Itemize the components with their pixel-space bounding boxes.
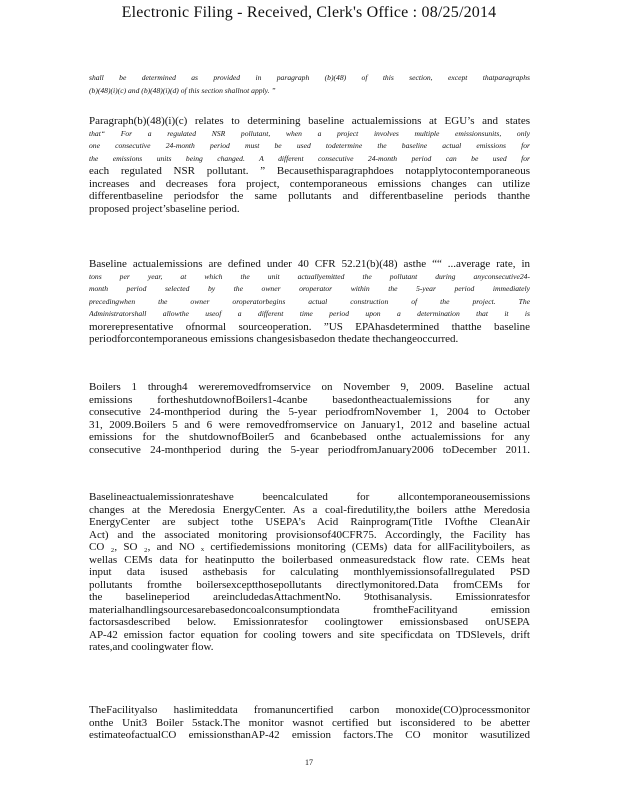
text-line: precedingwhen the owner oroperatorbegins actual construction of the project. The [89,296,530,306]
text-line: changes at the Meredosia EnergyCenter. As a coal-firedutility,the boilers atthe Meredosia [89,503,530,516]
paragraph-baseline-rule [89,115,530,215]
text-line: Baseline actualemissions are defined under 40 CFR 52.21(b)(48) asthe ““ ...average rate, in [89,258,530,270]
text-line: Administratorshall allowthe useof a different time period upon a determination that it is [89,309,530,318]
text-line: shall be determined as provided in paragraph (b)(48) of this section, except thatparagraphs [89,73,530,82]
text-line: (b)(48)(i)(c) and (b)(48)(i)(d) of this section shallnot apply. ” [89,85,276,95]
page-number: 17 [305,758,313,767]
text-line: increases and decreases fora project, contemporaneous emissions changes can utilize [89,177,530,190]
text-line: consecutive 24-monthperiod during the 5-year periodfromNovember 1, 2004 to October [89,406,530,418]
paragraph-emission-rates [89,491,530,654]
text-line: Boilers 1 through4 wereremovedfromservice on November 9, 2009. Baseline actual [89,381,530,393]
text-line: periodforcontemporaneous emissions changesisbasedon thedate thechangeoccurred. [89,333,459,345]
filing-stamp-header: Electronic Filing - Received, Clerk's Office : 08/25/2014 [121,4,497,21]
text-line: that“ For a regulated NSR pollutant, when a project involves multiple emissionsunits, only [89,128,530,138]
text-line: onthe Unit3 Boiler 5stack.The monitor wasnot certified but isconsidered to be abetter [89,716,530,729]
text-line: materialhandlingsourcesarebasedoncoalconsumptiondata fromtheFacilityand emission [89,603,530,616]
text-line: morerepresentative ofnormal sourceoperation. ”US EPAhasdetermined thatthe baseline [89,320,530,333]
text-line: one consecutive 24-month period must be used todetermine the baseline actual emissions for [89,141,530,150]
text-line: wellas CEMs data for heatinputto the boilerbased onmeasuredstack flow rate. CEMs heat [89,553,530,566]
text-line: AP-42 emission factor equation for cooling towers and site specificdata on TDSlevels, drift [89,628,530,641]
text-line: each regulated NSR pollutant. ” Becausethisparagraphdoes notapplytocontemporaneous [89,165,530,177]
text-line: Baselineactualemissionrateshave beencalculated for allcontemporaneousemissions [89,491,530,503]
text-line: the emissions units being changed. A different consecutive 24-month period can be used for [89,153,530,163]
text-line: month period selected by the owner oroperator within the 5-year period immediately [89,284,530,293]
text-line: differentbaseline periodsfor the same pollutants and differentbaseline periods thanthe [89,190,530,202]
text-line: tons per year, at which the unit actuallyemitted the pollutant during anyconsecutive24- [89,271,530,281]
text-line: the baselineperiod areincludedasAttachmentNo. 9tothisanalysis. Emissionratesfor [89,591,530,603]
text-line: input data isused asthebasis for calculating monthlyemissionsofallregulated PSD [89,566,530,578]
text-line: rates,and coolingwater flow. [89,641,214,653]
quoted-rule-excerpt [89,72,530,97]
text-line: EnergyCenter are subject tothe USEPA’s Acid Rainprogram(Title IVofthe CleanAir [89,516,530,528]
text-line: consecutive 24-monthperiod during the 5-year periodfromJanuary2006 toDecember 2011. [89,443,530,456]
text-line: Paragraph(b)(48)(i)(c) relates to determining baseline actualemissions at EGU’s and states [89,115,530,127]
text-line: factorsasdescribed below. Emissionratesfor coolingtower emissionsbased onUSEPA [89,616,530,628]
text-line: pollutants fromthe boilersexceptthosepollutants directlymonitored.Data fromCEMs for [89,578,530,591]
text-line: emissions fortheshutdownofBoilers1-4canbe basedontheactualemissions for any [89,393,530,406]
paragraph-co-monitor [89,704,530,742]
text-line: CO ₂, SO ₂, and NO ₓ certifiedemissions monitoring (CEMs) data for allFacilityboilers, as [89,541,530,553]
text-line: estimateofactualCO emissionsthanAP-42 emission factors.The CO monitor wasutilized [89,729,530,741]
text-line: proposed project’sbaseline period. [89,202,240,215]
paragraph-baseline-definition [89,258,530,346]
text-line: 31, 2009.Boilers 5 and 6 were removedfromservice on January1, 2012 and baseline actual [89,418,530,431]
paragraph-boilers [89,381,530,456]
text-line: TheFacilityalso haslimiteddata fromanuncertified carbon monoxide(CO)processmonitor [89,704,530,716]
text-line: Act) and the associated monitoring provisionsof40CFR75. Accordingly, the Facility has [89,528,530,541]
text-line: emissions for the shutdownofBoiler5 and 6canbebased onthe actualemissions for any [89,431,530,443]
